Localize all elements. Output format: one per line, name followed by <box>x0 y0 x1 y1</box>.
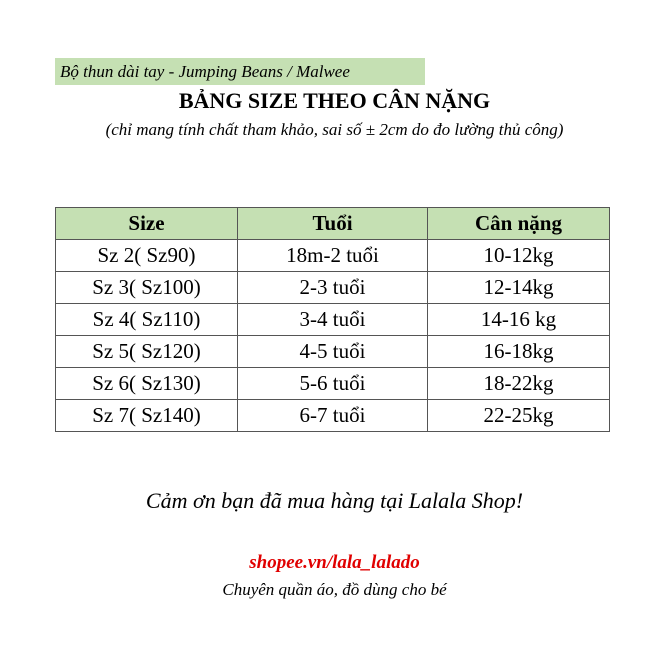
table-row <box>56 272 610 304</box>
cell-age: 18m-2 tuổi <box>238 240 428 272</box>
page-subtitle: (chỉ mang tính chất tham khảo, sai số ± 2cm do đo lường thủ công) <box>105 120 564 139</box>
cell-weight: 16-18kg <box>428 336 610 368</box>
cell-weight: 18-22kg <box>428 368 610 400</box>
page-title: BẢNG SIZE THEO CÂN NẶNG <box>178 88 491 113</box>
shop-link[interactable]: shopee.vn/lala_lalado <box>249 552 420 573</box>
cell-age: 6-7 tuổi <box>238 400 428 432</box>
cell-weight: 10-12kg <box>428 240 610 272</box>
cell-weight: 14-16 kg <box>428 304 610 336</box>
cell-size: Sz 7( Sz140) <box>56 400 238 432</box>
cell-size: Sz 6( Sz130) <box>56 368 238 400</box>
table-row <box>56 368 610 400</box>
cell-age: 5-6 tuổi <box>238 368 428 400</box>
table-row <box>56 240 610 272</box>
cell-size: Sz 3( Sz100) <box>56 272 238 304</box>
cell-size: Sz 5( Sz120) <box>56 336 238 368</box>
cell-size: Sz 4( Sz110) <box>56 304 238 336</box>
table-row <box>56 304 610 336</box>
cell-weight: 22-25kg <box>428 400 610 432</box>
cell-age: 3-4 tuổi <box>238 304 428 336</box>
cell-size: Sz 2( Sz90) <box>56 240 238 272</box>
thank-you-message: Cảm ơn bạn đã mua hàng tại Lalala Shop! <box>145 488 524 513</box>
cell-weight: 12-14kg <box>428 272 610 304</box>
table-row <box>56 400 610 432</box>
product-tag: Bộ thun dài tay - Jumping Beans / Malwee <box>55 58 425 85</box>
cell-age: 2-3 tuổi <box>238 272 428 304</box>
header-weight: Cân nặng <box>428 208 610 240</box>
header-size: Size <box>56 208 238 240</box>
cell-age: 4-5 tuổi <box>238 336 428 368</box>
header-age: Tuổi <box>238 208 428 240</box>
table-row <box>56 336 610 368</box>
table-header-row <box>56 208 610 240</box>
shop-tagline: Chuyên quần áo, đồ dùng cho bé <box>222 580 447 599</box>
size-table <box>55 207 610 432</box>
